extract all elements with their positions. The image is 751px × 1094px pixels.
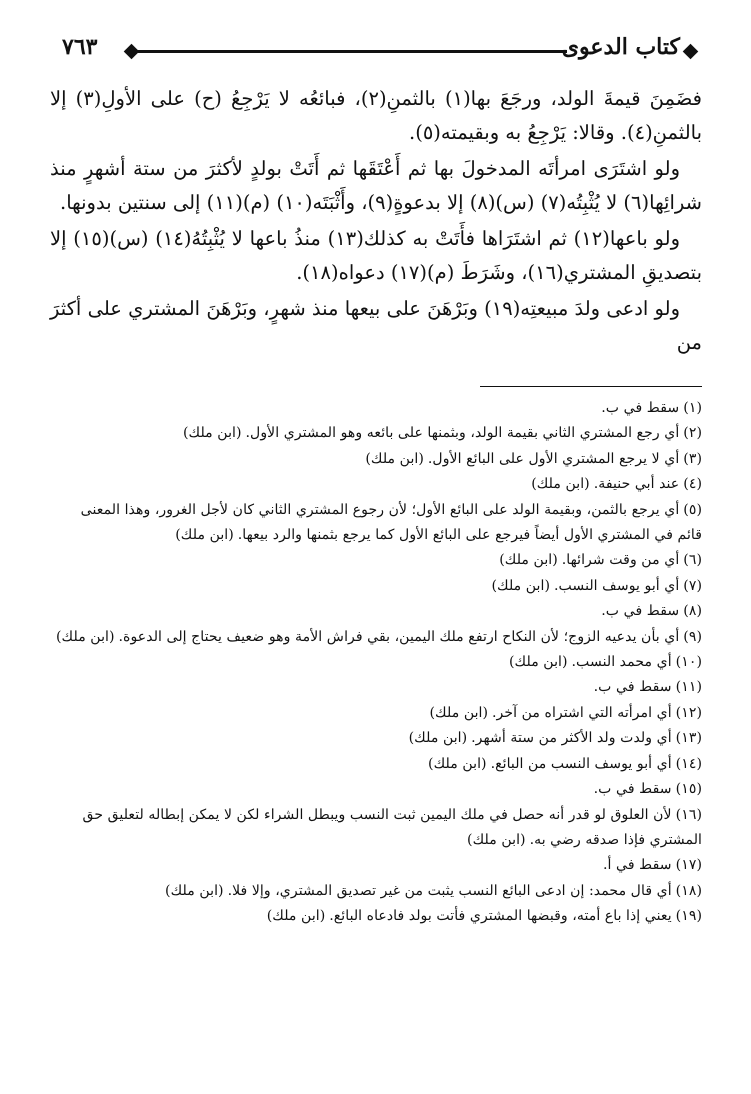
page-header [62, 30, 702, 70]
footnote-text: سقط في ب. [593, 679, 672, 696]
footnote-source: (ابن ملك) [175, 527, 234, 544]
footnote-number: (١٥) [675, 781, 702, 798]
footnote-text: سقط في ب. [593, 781, 672, 798]
footnote-text: سقط في ب. [601, 603, 680, 620]
footnote-number: (١٩) [675, 908, 702, 925]
footnote-number: (١) [683, 400, 702, 416]
footnote-number: (١٣) [675, 730, 702, 747]
chapter-title: كتاب الدعوى [561, 34, 680, 60]
footnote-number: (٢) [683, 425, 702, 442]
footnote-text: سقط في ب. [601, 400, 680, 416]
paragraph: ولو اشتَرَى امرأتَه المدخولَ بها ثم أَعْتَقَها ثم أَتَتْ بولدٍ لأكثرَ من ستة أشهرٍ منذ شرائِها(٦) لا يُثْبِتُه(٧) (س)(٨) إلا بدعوةٍ(٩)، وأَثْبَتَه(١٠) (م)(١١) إلى سنتين بدونها. [50, 157, 702, 214]
footnote-source: (ابن ملك) [499, 552, 558, 569]
footnote [52, 701, 702, 726]
footnote-source: (ابن ملك) [56, 628, 115, 645]
footnote [52, 421, 702, 446]
page-number: ٧٦٣ [62, 34, 98, 60]
footnote [52, 803, 702, 854]
footnote-source: (ابن ملك) [429, 704, 489, 721]
footnote-source: (ابن ملك) [182, 425, 242, 442]
footnote [52, 904, 702, 929]
footnote-text: أي أبو يوسف النسب. [553, 577, 680, 594]
footnote [52, 726, 702, 751]
footnote-text: أي ولدت ولد الأكثر من ستة أشهر. [471, 730, 672, 747]
footnote-number: (١٨) [675, 882, 702, 899]
footnote-source: (ابن ملك) [509, 654, 568, 671]
footnote-source: (ابن ملك) [408, 730, 468, 747]
footnote-text: أي رجع المشتري الثاني بقيمة الولد، وبثمنها على بائعه وهو المشتري الأول. [245, 425, 680, 442]
footnote-source: (ابن ملك) [531, 476, 590, 493]
footnote [52, 853, 702, 878]
footnote [52, 777, 702, 802]
footnote-number: (٧) [683, 577, 702, 594]
footnote [52, 548, 702, 573]
footnote-number: (٣) [683, 450, 702, 467]
footnote-text: سقط في أ. [603, 857, 672, 874]
footnote-text: أي بأن يدعيه الزوج؛ لأن النكاح ارتفع ملك اليمين، بقي فراش الأمة وهو ضعيف يحتاج إلى الدعوة. [118, 628, 680, 645]
footnote-source: (ابن ملك) [165, 882, 224, 899]
footnote [52, 447, 702, 472]
footnote-number: (٦) [683, 552, 702, 569]
footnote-text: أي أبو يوسف النسب من البائع. [490, 755, 672, 772]
footnote-text: أي امرأته التي اشتراه من آخر. [492, 704, 672, 721]
footnote-text: عند أبي حنيفة. [593, 476, 680, 493]
footnote-text: أي محمد النسب. [571, 654, 672, 671]
footnote [52, 599, 702, 624]
footnote-source: (ابن ملك) [428, 755, 487, 772]
paragraph: ولو باعها(١٢) ثم اشتَرَاها فأَتَتْ به كذلك(١٣) منذُ باعها لا يُثْبِتُهُ(١٤) (س)(١٥) إلا بتصديقِ المشتري(١٦)، وشَرَطَ (م)(١٧) دعواه(١٨). [50, 227, 702, 284]
footnote-number: (٤) [683, 476, 702, 493]
footnote-text: يعني إذا باع أمته، وقبضها المشتري فأتت بولد فادعاه البائع. [329, 908, 672, 925]
footnote [52, 650, 702, 675]
footnote [52, 498, 702, 549]
main-text [50, 82, 702, 362]
footnote-text: لأن العلوق لو قدر أنه حصل في ملك اليمين ثبت النسب ويبطل الشراء لكن لا يمكن إبطاله لتعليق حق المشتري فإذا صدقه رضي به. [82, 806, 702, 848]
footnote-number: (١٧) [675, 857, 702, 874]
footnote-source: (ابن ملك) [491, 577, 550, 594]
footnotes [52, 396, 702, 930]
footnote [52, 675, 702, 700]
footnote-number: (٩) [683, 628, 702, 645]
footnote-number: (٨) [683, 603, 702, 620]
footnote [52, 625, 702, 650]
footnote-number: (١٤) [675, 755, 702, 772]
footnote-source: (ابن ملك) [467, 831, 526, 848]
footnote-text: أي قال محمد: إن ادعى البائع النسب يثبت من غير تصديق المشتري، وإلا فلا. [227, 882, 672, 899]
footnote [52, 472, 702, 497]
footnote-number: (١٢) [675, 704, 702, 721]
footnote-number: (١١) [675, 679, 702, 696]
footnote-number: (١٦) [675, 806, 702, 823]
footnote-number: (١٠) [675, 654, 702, 671]
footnote-separator [480, 386, 702, 387]
footnote-source: (ابن ملك) [365, 450, 424, 467]
footnote-source: (ابن ملك) [266, 908, 326, 925]
footnote-text: أي يرجع بالثمن، وبقيمة الولد على البائع الأول؛ لأن رجوع المشتري الثاني كان لأجل الغرور، وهذا المعنى قائم في المشتري الأول أيضاً فيرجع على البائع الأول كما يرجع بثمنها والرد بيعها. [80, 501, 702, 544]
footnote-number: (٥) [683, 501, 702, 518]
footnote [52, 574, 702, 599]
header-rule [132, 50, 567, 53]
footnote [52, 879, 702, 904]
footnote-text: أي من وقت شرائها. [561, 552, 680, 569]
footnote [52, 752, 702, 777]
footnote-text: أي لا يرجع المشتري الأول على البائع الأول. [427, 450, 680, 467]
diamond-ornament-right-icon [683, 44, 699, 60]
paragraph: فضَمِنَ قيمةَ الولد، ورجَعَ بها(١) بالثمنِ(٢)، فبائعُه لا يَرْجِعُ (ح) على الأولِ(٣) إلا بالثمنِ(٤). وقالا: يَرْجِعُ به وبقيمته(٥). [50, 87, 702, 144]
paragraph: ولو ادعى ولدَ مبيعتِه(١٩) وبَرْهَنَ على بيعها منذ شهرٍ، وبَرْهَنَ المشتري على أكثرَ من [50, 297, 702, 354]
footnote [52, 396, 702, 421]
